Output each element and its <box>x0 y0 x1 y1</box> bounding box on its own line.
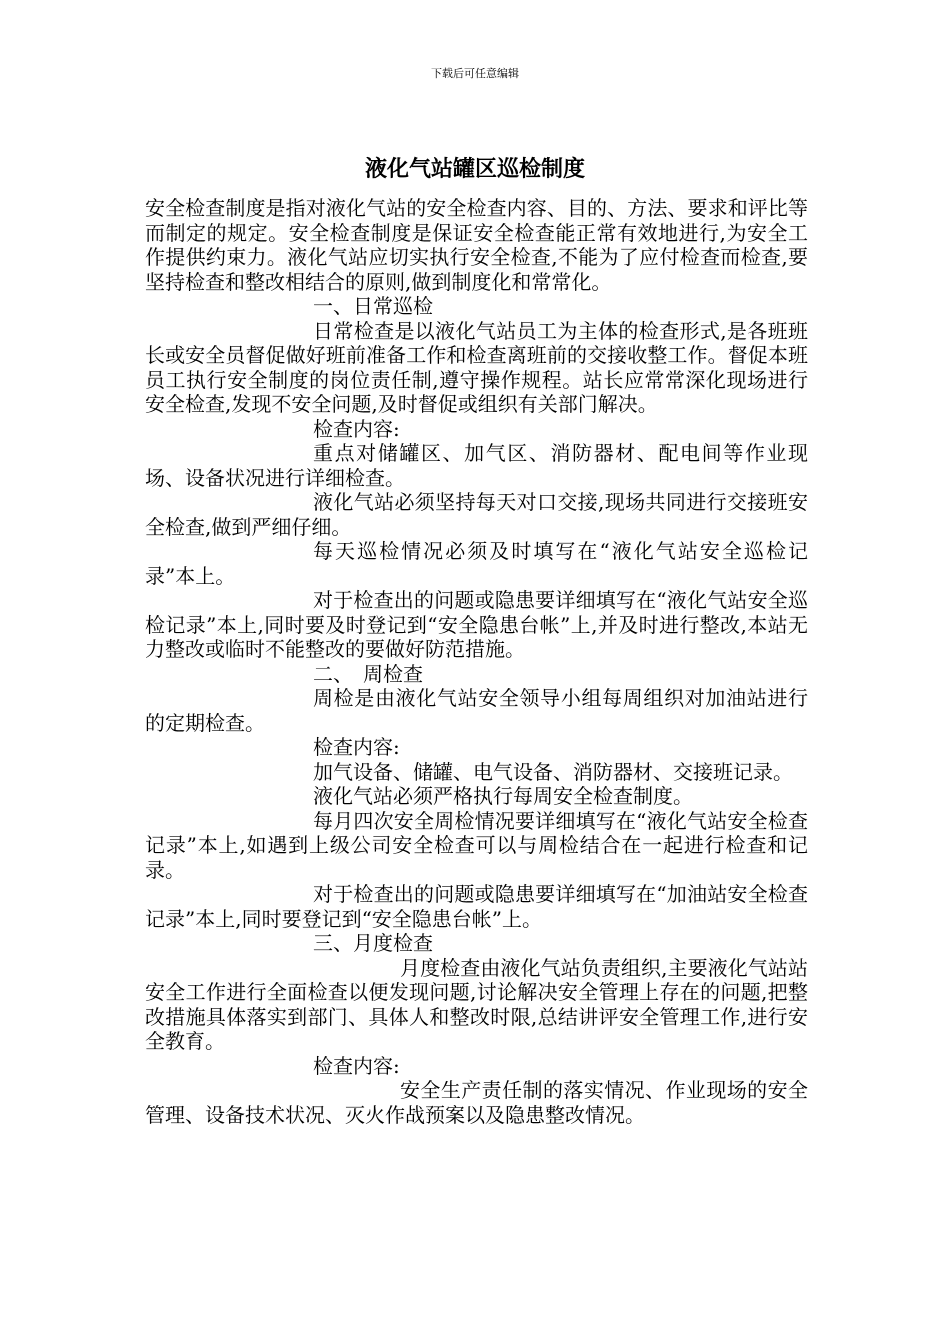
section-heading-monthly: 三、月度检查 <box>313 931 433 955</box>
paragraph: 对于检查出的问题或隐患要详细填写在“加油站安全检查记录”本上,同时要登记到“安全隐患台帐”上。 <box>145 882 808 931</box>
paragraph: 对于检查出的问题或隐患要详细填写在“液化气站安全巡检记录”本上,同时要及时登记到“安全隐患台帐”上,并及时进行整改,本站无力整改或临时不能整改的要做好防范措施。 <box>145 588 808 661</box>
paragraph: 检查内容: <box>313 735 400 759</box>
paragraph: 安全生产责任制的落实情况、作业现场的安全管理、设备技术状况、灭火作战预案以及隐患整改情况。 <box>145 1078 808 1127</box>
section-heading-weekly: 二、 周检查 <box>313 661 423 686</box>
paragraph: 月度检查由液化气站负责组织,主要液化气站站安全工作进行全面检查以便发现问题,讨论解决安全管理上存在的问题,把整改措施具体落实到部门、具体人和整改时限,总结讲评安全管理工作,进行安全教育。 <box>145 955 808 1053</box>
paragraph: 重点对储罐区、加气区、消防器材、配电间等作业现场、设备状况进行详细检查。 <box>145 441 808 490</box>
paragraph: 周检是由液化气站安全领导小组每周组织对加油站进行的定期检查。 <box>145 686 808 735</box>
paragraph: 检查内容: <box>313 1053 400 1078</box>
page-title: 液化气站罐区巡检制度 <box>364 156 585 182</box>
section-heading-daily: 一、日常巡检 <box>313 294 433 318</box>
paragraph: 日常检查是以液化气站员工为主体的检查形式,是各班班长或安全员督促做好班前准备工作和检查离班前的交接收整工作。督促本班员工执行安全制度的岗位责任制,遵守操作规程。站长应常常深化现场进行安全检查,发现不安全问题,及时督促或组织有关部门解决。 <box>145 318 808 416</box>
intro-paragraph: 安全检查制度是指对液化气站的安全检查内容、目的、方法、要求和评比等而制定的规定。安全检查制度是保证安全检查能正常有效地进行,为安全工作提供约束力。液化气站应切实执行安全检查,不能为了应付检查而检查,要坚持检查和整改相结合的原则,做到制度化和常常化。 <box>145 196 808 294</box>
paragraph: 检查内容: <box>313 416 400 441</box>
paragraph: 每月四次安全周检情况要详细填写在“液化气站安全检查记录”本上,如遇到上级公司安全检查可以与周检结合在一起进行检查和记录。 <box>145 808 808 882</box>
document-body <box>145 196 808 1127</box>
paragraph: 每天巡检情况必须及时填写在“液化气站安全巡检记录”本上。 <box>145 539 808 588</box>
paragraph: 加气设备、储罐、电气设备、消防器材、交接班记录。 <box>313 759 793 784</box>
paragraph: 液化气站必须坚持每天对口交接,现场共同进行交接班安全检查,做到严细仔细。 <box>145 490 808 539</box>
header-note: 下载后可任意编辑 <box>431 67 519 80</box>
paragraph: 液化气站必须严格执行每周安全检查制度。 <box>313 784 693 808</box>
